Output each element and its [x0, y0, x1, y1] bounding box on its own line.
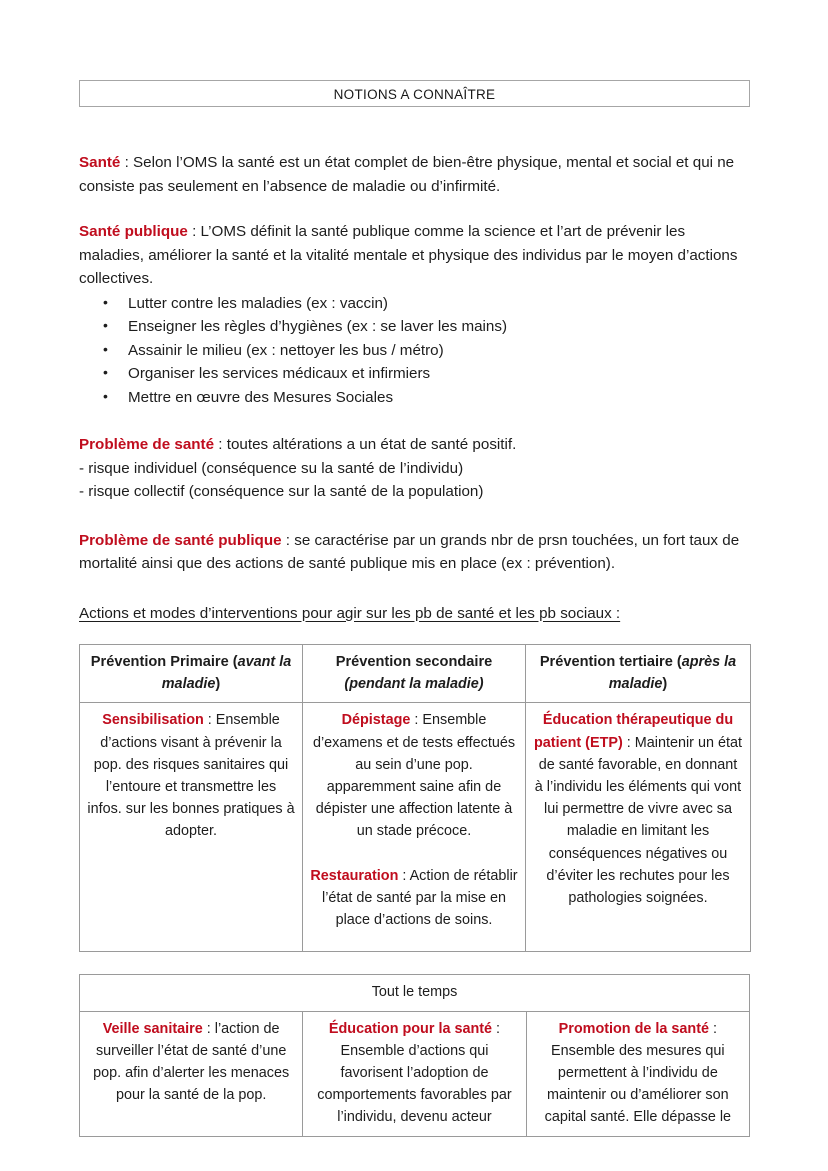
etp-separator: : [622, 734, 635, 751]
header-tertiaire-italic: après la maladie [608, 654, 737, 693]
list-item: • Enseigner les règles d’hygiènes (ex : se laver les mains) [79, 315, 750, 339]
probpub-separator: : [281, 531, 295, 549]
definition-probleme-de-sante-publique [79, 529, 750, 576]
tout-le-temps-table [79, 974, 750, 1136]
actions-heading: Actions et modes d’interventions pour agir sur les pb de santé et les pb sociaux : [79, 604, 621, 622]
header-secondaire-main: Prévention secondaire [335, 654, 493, 670]
header-prevention-secondaire [303, 645, 526, 703]
definition-sante-publique [79, 220, 750, 291]
education-separator: : [492, 1020, 501, 1037]
cell-veille-sanitaire [80, 1011, 303, 1136]
list-item: • Assainir le milieu (ex : nettoyer les bus / métro) [79, 339, 750, 363]
header-prevention-primaire [80, 645, 303, 703]
table-row [80, 1011, 750, 1136]
prevention-table [79, 644, 751, 952]
cell-sensibilisation [80, 703, 303, 952]
depistage-text: Ensemble d’examens et de tests effectués au sein d’une pop. apparemment saine afin de dépister une affection latente à un stade précoce. [312, 712, 516, 840]
probleme-body: toutes altérations a un état de santé positif. [226, 436, 517, 453]
table-row [80, 703, 751, 952]
header-prevention-tertiaire [526, 645, 751, 703]
header-tertiaire-main: Prévention tertiaire ( [539, 654, 682, 670]
term-depistage: Dépistage [341, 712, 411, 729]
sante-publique-bullet-list [79, 292, 750, 410]
term-sante: Santé [79, 154, 121, 171]
definition-sante [79, 151, 750, 198]
list-item: • Lutter contre les maladies (ex : vaccin) [79, 292, 750, 316]
paragraph-gap [310, 843, 518, 865]
education-text: Ensemble d’actions qui favorisent l’adoption de comportements favorables par l’individu, devenu acteur [317, 1042, 512, 1126]
etp-text: Maintenir un état de santé favorable, en donnant à l’individu les éléments qui vont lui permettre de vivre avec sa maladie en limitant les conséquences négatives ou d’éviter les rechutes pour les pathologies soignées. [534, 734, 742, 907]
header-tout-le-temps: Tout le temps [80, 975, 750, 1011]
document-title-box [79, 80, 750, 107]
veille-separator: : [202, 1020, 215, 1037]
sante-publique-body: L’OMS définit la santé publique comme la science et l’art de prévenir les maladies, améliorer la santé et la vitalité mentale et physique des individus par le moyen d’actions collectives. [79, 223, 738, 287]
cell-promotion-de-la-sante [526, 1011, 749, 1136]
term-sante-publique: Santé publique [79, 223, 188, 240]
restauration-text: Action de rétablir l’état de santé par la mise en place d’actions de soins. [322, 867, 518, 929]
risk-line-individuel: - risque individuel (conséquence su la santé de l’individu) [79, 459, 464, 477]
probleme-separator: : [214, 436, 227, 453]
sante-body: Selon l’OMS la santé est un état complet de bien-être physique, mental et social et qui ne consiste pas seulement en l’absence de maladie ou d’infirmité. [79, 154, 735, 195]
term-restauration: Restauration [310, 867, 399, 884]
sante-separator: : [120, 154, 134, 171]
list-item: • Organiser les services médicaux et infirmiers [79, 362, 750, 386]
sensibilisation-text: Ensemble d’actions visant à prévenir la pop. des risques sanitaires qui l’entoure et transmettre les infos. sur les bonnes pratiques à adopter. [87, 712, 295, 840]
risk-line-collectif: - risque collectif (conséquence sur la santé de la population) [79, 483, 484, 500]
cell-education-pour-la-sante [303, 1011, 526, 1136]
promotion-text: Ensemble des mesures qui permettent à l’individu de maintenir ou d’améliorer son capital santé. Elle dépasse le [544, 1042, 732, 1126]
veille-text: l’action de surveiller l’état de santé d’une pop. afin d’alerter les menaces pour la santé de la pop. [93, 1020, 290, 1104]
header-primaire-close: ) [215, 676, 221, 693]
term-veille-sanitaire: Veille sanitaire [102, 1020, 203, 1037]
cell-education-therapeutique [526, 703, 751, 952]
promotion-separator: : [709, 1020, 717, 1037]
cell-depistage-restauration [303, 703, 526, 952]
term-education-therapeutique: Éducation thérapeutique du patient (ETP) [534, 712, 734, 751]
header-primaire-italic: avant la maladie [161, 654, 292, 693]
term-promotion-de-la-sante: Promotion de la santé [558, 1020, 709, 1037]
table-header-row [80, 645, 751, 703]
header-tertiaire-close: ) [662, 676, 668, 693]
header-secondaire-italic: (pendant la maladie) [344, 676, 484, 693]
term-probleme-de-sante-publique: Problème de santé publique [79, 531, 282, 549]
term-sensibilisation: Sensibilisation [102, 712, 204, 729]
term-probleme-de-sante: Problème de santé [79, 436, 215, 453]
restauration-separator: : [398, 867, 410, 884]
page-title: NOTIONS A CONNAÎTRE [333, 87, 496, 102]
list-item: • Mettre en œuvre des Mesures Sociales [79, 386, 750, 410]
sensibilisation-separator: : [203, 712, 216, 729]
term-education-pour-la-sante: Éducation pour la santé [328, 1020, 493, 1037]
depistage-separator: : [410, 712, 423, 729]
sante-publique-separator: : [187, 223, 201, 240]
document-content [79, 80, 750, 1137]
table-header-row [80, 975, 750, 1011]
probpub-body: se caractérise par un grands nbr de prsn touchées, un fort taux de mortalité ainsi que des actions de santé publique mis en place (ex : prévention). [79, 531, 740, 572]
header-primaire-main: Prévention Primaire ( [90, 654, 238, 670]
definition-probleme-de-sante [79, 433, 750, 457]
